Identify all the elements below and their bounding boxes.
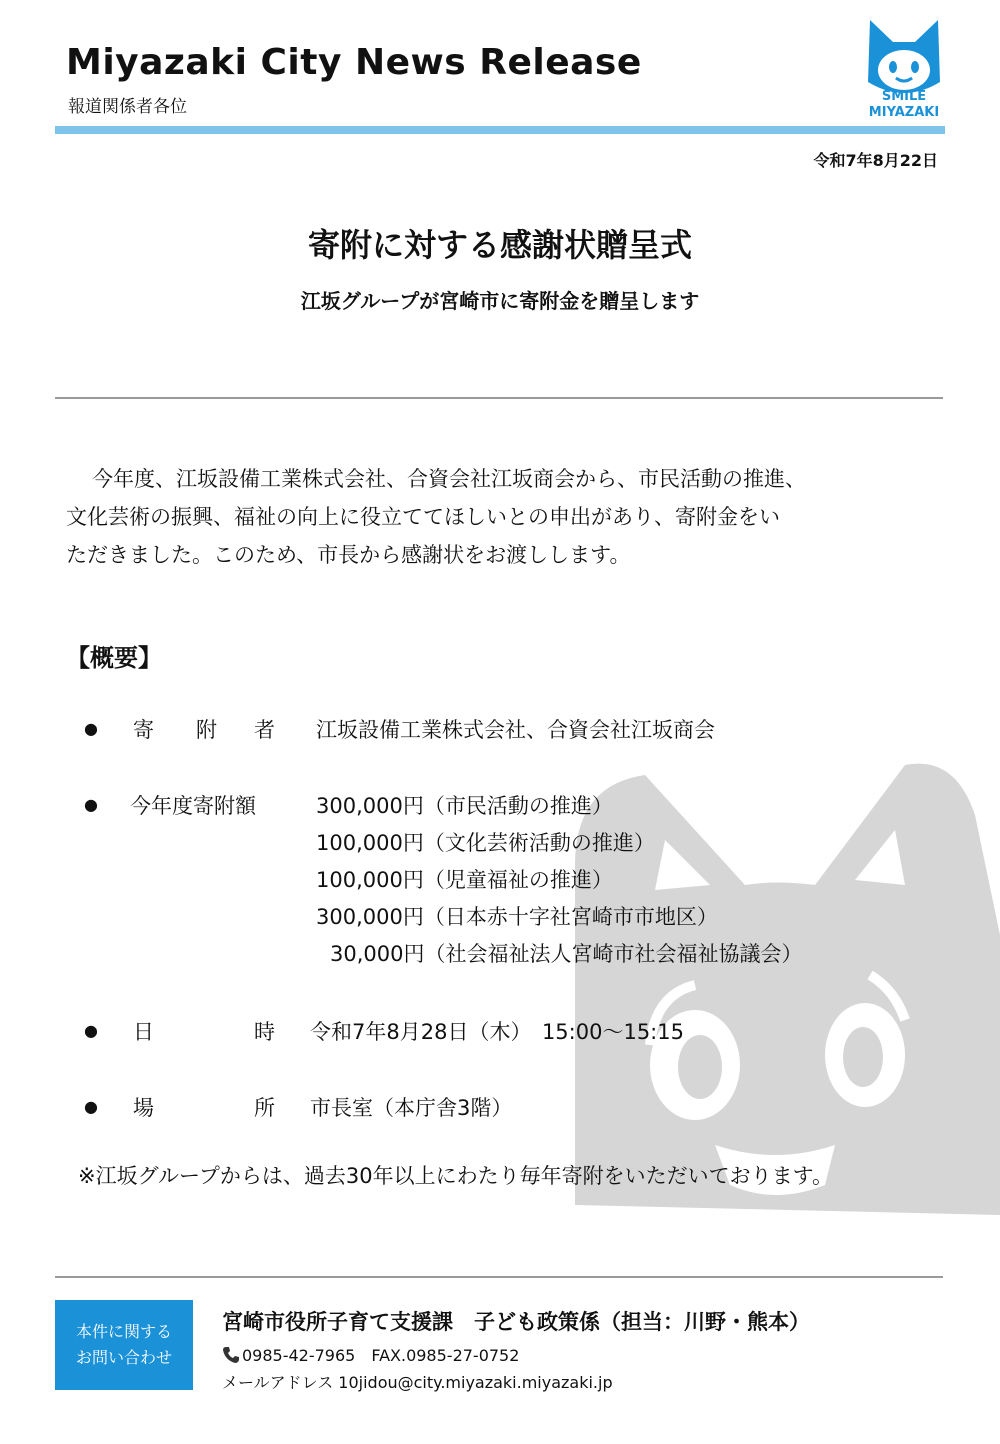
date-label-char-2: 時 <box>254 1020 275 1044</box>
body-line-3: ただきました。このため、市長から感謝状をお渡しします。 <box>66 543 631 567</box>
amount-item: 300,000円（市民活動の推進） <box>316 794 613 818</box>
contact-department: 宮崎市役所子育て支援課 子ども政策係（担当：川野・熊本） <box>222 1310 810 1334</box>
donor-label-char-3: 者 <box>254 718 275 742</box>
body-line-2: 文化芸術の振興、福祉の向上に役立ててほしいとの申出があり、寄附金をい <box>66 505 780 529</box>
footnote: ※江坂グループからは、過去30年以上にわたり毎年寄附をいただいております。 <box>78 1164 833 1188</box>
amount-item: 30,000円（社会福祉法人宮崎市社会福祉協議会） <box>330 942 803 966</box>
amount-item: 100,000円（文化芸術活動の推進） <box>316 831 655 855</box>
amount-label: 今年度寄附額 <box>130 794 256 818</box>
donor-value: 江坂設備工業株式会社、合資会社江坂商会 <box>316 718 715 742</box>
event-datetime: 令和7年8月28日（木） 15:00～15:15 <box>310 1020 684 1044</box>
contact-box-line-2: お問い合わせ <box>75 1348 172 1367</box>
overview-heading: 【概要】 <box>66 644 162 672</box>
header-divider <box>55 126 945 134</box>
title-divider <box>55 397 943 399</box>
bullet-donor: ● <box>84 719 98 738</box>
contact-phone: 0985-42-7965 FAX.0985-27-0752 <box>242 1346 520 1365</box>
body-paragraph <box>66 460 946 574</box>
contact-phone-row <box>222 1343 519 1366</box>
amount-item: 100,000円（児童福祉の推進） <box>316 868 613 892</box>
page-title: 寄附に対する感謝状贈呈式 <box>307 226 692 264</box>
header-title: Miyazaki City News Release <box>66 42 642 83</box>
logo-text-smile: SMILE <box>881 89 927 104</box>
body-line-1: 今年度、江坂設備工業株式会社、合資会社江坂商会から、市民活動の推進、 <box>92 467 806 491</box>
bullet-place: ● <box>84 1097 98 1116</box>
place-label-char-2: 所 <box>254 1096 275 1120</box>
footer-divider <box>55 1276 943 1278</box>
donor-label-char-2: 附 <box>196 718 217 742</box>
event-place: 市長室（本庁舎3階） <box>310 1096 513 1120</box>
bullet-date: ● <box>84 1021 98 1040</box>
release-date: 令和7年8月22日 <box>813 151 938 170</box>
contact-label-box <box>55 1300 193 1390</box>
logo-text-miyazaki: MIYAZAKI <box>868 105 940 120</box>
page-subtitle: 江坂グループが宮崎市に寄附金を贈呈します <box>300 289 700 313</box>
donor-label-char-1: 寄 <box>133 718 154 742</box>
place-label-char-1: 場 <box>133 1096 154 1120</box>
bullet-amount: ● <box>84 795 98 814</box>
header-subtitle: 報道関係者各位 <box>68 97 187 117</box>
amount-item: 300,000円（日本赤十字社宮崎市市地区） <box>316 905 718 929</box>
contact-box-line-1: 本件に関する <box>75 1322 172 1341</box>
phone-icon <box>222 1346 240 1364</box>
smile-miyazaki-logo <box>848 12 960 122</box>
date-label-char-1: 日 <box>133 1020 154 1044</box>
contact-email: メールアドレス 10jidou@city.miyazaki.miyazaki.jp <box>222 1373 613 1392</box>
